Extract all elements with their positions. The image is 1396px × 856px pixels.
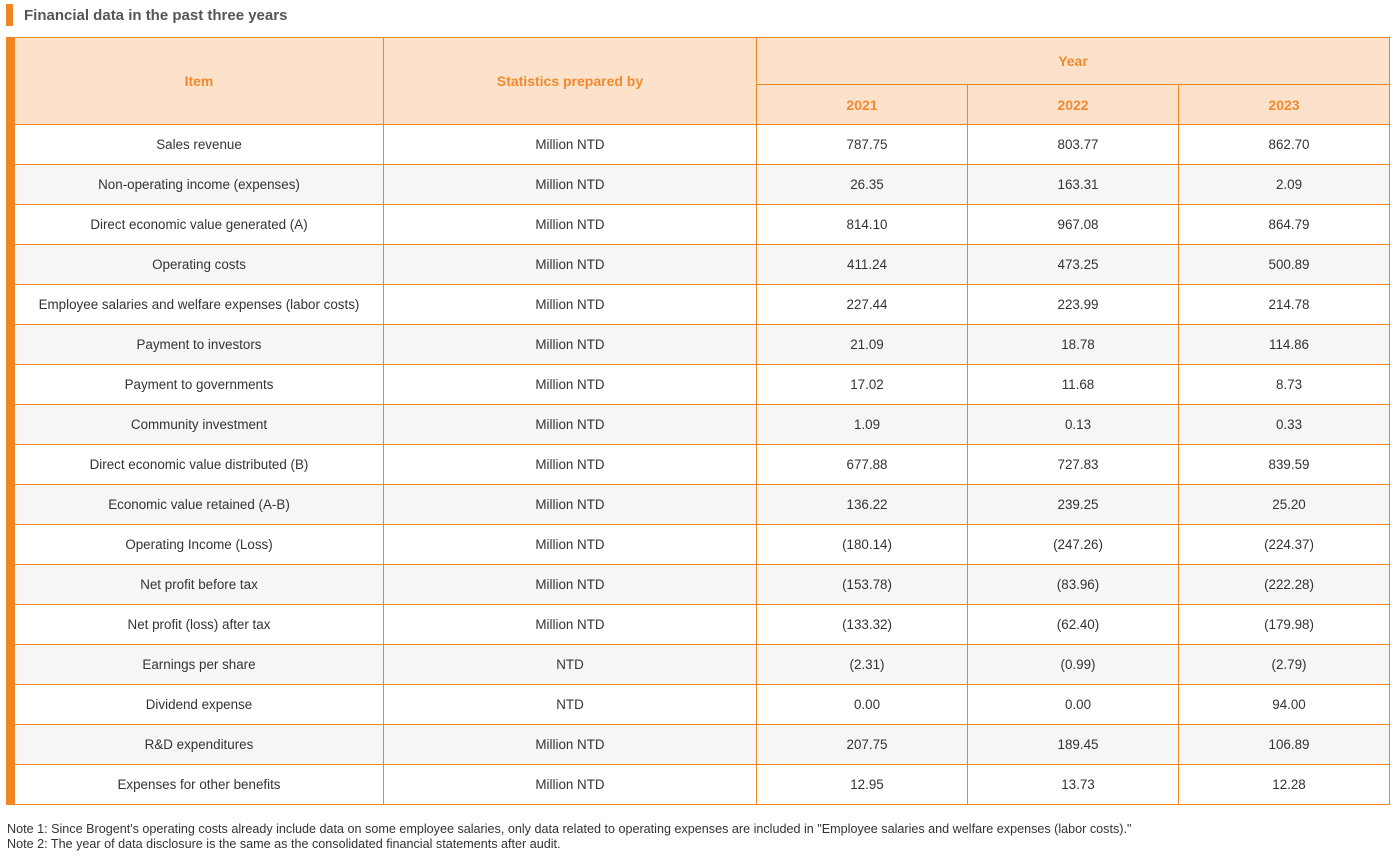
table-row xyxy=(15,405,1390,445)
header-year-2022: 2022 xyxy=(968,85,1179,125)
cell-value-2023: 864.79 xyxy=(1179,205,1390,245)
cell-value-2022: (0.99) xyxy=(968,645,1179,685)
cell-item: Operating Income (Loss) xyxy=(15,525,384,565)
table-row xyxy=(15,685,1390,725)
cell-value-2022: (83.96) xyxy=(968,565,1179,605)
cell-item: Sales revenue xyxy=(15,125,384,165)
cell-value-2022: 189.45 xyxy=(968,725,1179,765)
notes xyxy=(7,822,1131,852)
cell-value-2022: 18.78 xyxy=(968,325,1179,365)
cell-value-2023: 114.86 xyxy=(1179,325,1390,365)
cell-value-2022: (62.40) xyxy=(968,605,1179,645)
table-row xyxy=(15,205,1390,245)
cell-item: Operating costs xyxy=(15,245,384,285)
cell-value-2021: (180.14) xyxy=(757,525,968,565)
cell-value-2023: 862.70 xyxy=(1179,125,1390,165)
cell-unit: Million NTD xyxy=(384,365,757,405)
cell-value-2022: 727.83 xyxy=(968,445,1179,485)
cell-item: Direct economic value generated (A) xyxy=(15,205,384,245)
cell-item: R&D expenditures xyxy=(15,725,384,765)
cell-unit: Million NTD xyxy=(384,565,757,605)
cell-value-2021: (153.78) xyxy=(757,565,968,605)
cell-unit: Million NTD xyxy=(384,445,757,485)
cell-unit: Million NTD xyxy=(384,285,757,325)
cell-value-2022: 163.31 xyxy=(968,165,1179,205)
cell-item: Direct economic value distributed (B) xyxy=(15,445,384,485)
cell-value-2023: (179.98) xyxy=(1179,605,1390,645)
cell-unit: Million NTD xyxy=(384,325,757,365)
cell-value-2023: (224.37) xyxy=(1179,525,1390,565)
cell-value-2021: 26.35 xyxy=(757,165,968,205)
table-row xyxy=(15,165,1390,205)
cell-value-2021: 0.00 xyxy=(757,685,968,725)
cell-unit: Million NTD xyxy=(384,125,757,165)
cell-value-2023: 12.28 xyxy=(1179,765,1390,805)
cell-value-2021: (2.31) xyxy=(757,645,968,685)
table-row xyxy=(15,445,1390,485)
cell-item: Non-operating income (expenses) xyxy=(15,165,384,205)
cell-value-2021: 1.09 xyxy=(757,405,968,445)
cell-value-2023: 214.78 xyxy=(1179,285,1390,325)
cell-value-2023: 106.89 xyxy=(1179,725,1390,765)
cell-value-2021: 677.88 xyxy=(757,445,968,485)
table-row xyxy=(15,525,1390,565)
table-row xyxy=(15,325,1390,365)
cell-item: Community investment xyxy=(15,405,384,445)
cell-value-2021: 227.44 xyxy=(757,285,968,325)
cell-value-2023: 8.73 xyxy=(1179,365,1390,405)
cell-value-2022: 0.00 xyxy=(968,685,1179,725)
header-statistics: Statistics prepared by xyxy=(384,38,757,125)
cell-item: Payment to investors xyxy=(15,325,384,365)
table-row xyxy=(15,285,1390,325)
cell-value-2022: 803.77 xyxy=(968,125,1179,165)
table-row xyxy=(15,725,1390,765)
header-year-2021: 2021 xyxy=(757,85,968,125)
cell-value-2023: 2.09 xyxy=(1179,165,1390,205)
cell-value-2021: 411.24 xyxy=(757,245,968,285)
cell-value-2022: (247.26) xyxy=(968,525,1179,565)
cell-value-2022: 239.25 xyxy=(968,485,1179,525)
cell-unit: Million NTD xyxy=(384,485,757,525)
cell-unit: Million NTD xyxy=(384,525,757,565)
cell-unit: Million NTD xyxy=(384,165,757,205)
cell-value-2023: 0.33 xyxy=(1179,405,1390,445)
table-row xyxy=(15,565,1390,605)
cell-item: Employee salaries and welfare expenses (labor costs) xyxy=(15,285,384,325)
cell-value-2022: 223.99 xyxy=(968,285,1179,325)
financial-table-container xyxy=(6,37,1389,805)
header-year-2023: 2023 xyxy=(1179,85,1390,125)
cell-value-2022: 473.25 xyxy=(968,245,1179,285)
section-accent-bar xyxy=(6,4,13,26)
cell-value-2022: 967.08 xyxy=(968,205,1179,245)
table-row xyxy=(15,645,1390,685)
cell-value-2021: 12.95 xyxy=(757,765,968,805)
table-header xyxy=(15,38,1390,125)
cell-unit: Million NTD xyxy=(384,405,757,445)
table-body xyxy=(15,125,1390,805)
table-row xyxy=(15,765,1390,805)
cell-value-2021: 136.22 xyxy=(757,485,968,525)
cell-item: Payment to governments xyxy=(15,365,384,405)
table-row xyxy=(15,605,1390,645)
note-1: Note 1: Since Brogent's operating costs already include data on some employee salaries, only data related to operating expenses are included in "Employee salaries and welfare expenses (labor costs)." xyxy=(7,822,1132,836)
cell-item: Expenses for other benefits xyxy=(15,765,384,805)
header-year: Year xyxy=(757,38,1390,85)
cell-value-2023: 25.20 xyxy=(1179,485,1390,525)
cell-value-2021: 814.10 xyxy=(757,205,968,245)
cell-value-2021: 21.09 xyxy=(757,325,968,365)
cell-unit: Million NTD xyxy=(384,765,757,805)
cell-unit: Million NTD xyxy=(384,245,757,285)
section-title xyxy=(6,4,287,26)
cell-item: Dividend expense xyxy=(15,685,384,725)
cell-unit: NTD xyxy=(384,645,757,685)
financial-table xyxy=(14,37,1390,805)
note-2: Note 2: The year of data disclosure is the same as the consolidated financial statements after audit. xyxy=(7,837,561,851)
cell-unit: NTD xyxy=(384,685,757,725)
cell-value-2023: 500.89 xyxy=(1179,245,1390,285)
table-row xyxy=(15,125,1390,165)
cell-value-2023: (222.28) xyxy=(1179,565,1390,605)
header-item: Item xyxy=(15,38,384,125)
cell-value-2023: (2.79) xyxy=(1179,645,1390,685)
table-row xyxy=(15,485,1390,525)
cell-value-2021: 17.02 xyxy=(757,365,968,405)
cell-unit: Million NTD xyxy=(384,605,757,645)
table-row xyxy=(15,245,1390,285)
cell-item: Economic value retained (A-B) xyxy=(15,485,384,525)
section-title-text: Financial data in the past three years xyxy=(24,6,288,24)
cell-value-2022: 11.68 xyxy=(968,365,1179,405)
cell-value-2021: 787.75 xyxy=(757,125,968,165)
cell-unit: Million NTD xyxy=(384,725,757,765)
cell-value-2023: 94.00 xyxy=(1179,685,1390,725)
cell-value-2021: (133.32) xyxy=(757,605,968,645)
cell-unit: Million NTD xyxy=(384,205,757,245)
table-row xyxy=(15,365,1390,405)
cell-value-2021: 207.75 xyxy=(757,725,968,765)
cell-item: Net profit (loss) after tax xyxy=(15,605,384,645)
cell-value-2023: 839.59 xyxy=(1179,445,1390,485)
cell-value-2022: 0.13 xyxy=(968,405,1179,445)
cell-item: Earnings per share xyxy=(15,645,384,685)
cell-item: Net profit before tax xyxy=(15,565,384,605)
cell-value-2022: 13.73 xyxy=(968,765,1179,805)
